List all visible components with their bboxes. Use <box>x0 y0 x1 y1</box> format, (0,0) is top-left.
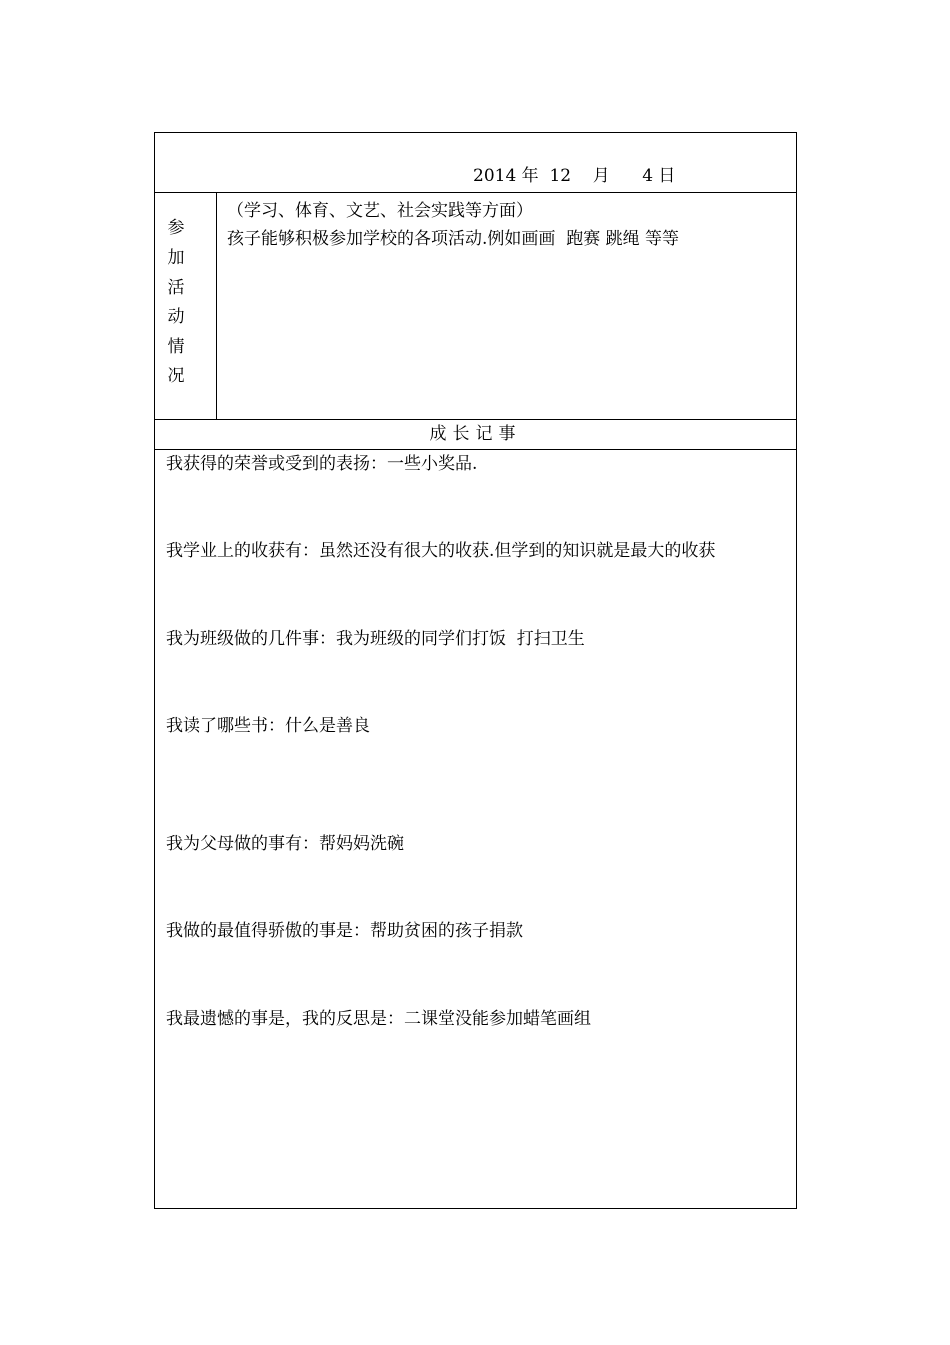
record-help-parents: 我为父母做的事有：帮妈妈洗碗 <box>166 834 404 854</box>
record-books-read: 我读了哪些书：什么是善良 <box>166 716 370 736</box>
activity-row <box>155 193 796 420</box>
date-month-unit: 月 <box>592 166 610 186</box>
record-class-service: 我为班级做的几件事：我为班级的同学们打饭 打扫卫生 <box>166 629 585 649</box>
activity-label-char: 动 <box>167 307 185 327</box>
activity-hint: （学习、体育、文艺、社会实践等方面） <box>227 201 533 221</box>
record-study-gains: 我学业上的收获有：虽然还没有很大的收获.但学到的知识就是最大的收获 <box>166 541 716 561</box>
date-month: 12 <box>549 166 572 186</box>
date-year-unit: 年 <box>521 166 539 186</box>
activity-label-char: 活 <box>167 278 185 298</box>
activity-content-cell <box>227 197 790 253</box>
date-line <box>473 165 675 187</box>
activity-label-char: 情 <box>167 337 185 357</box>
date-row <box>155 133 796 193</box>
activity-content: 孩子能够积极参加学校的各项活动.例如画画 跑赛 跳绳 等等 <box>227 229 680 249</box>
growth-record-form <box>154 132 797 1209</box>
date-day-unit: 日 <box>658 166 676 186</box>
activity-label-char: 况 <box>167 366 185 386</box>
record-honors: 我获得的荣誉或受到的表扬：一些小奖品. <box>166 454 478 474</box>
record-proudest: 我做的最值得骄傲的事是：帮助贫困的孩子捐款 <box>166 921 523 941</box>
growth-heading: 成长记事 <box>429 424 522 444</box>
activity-label-char: 参 <box>167 218 185 238</box>
record-regret-reflection: 我最遗憾的事是，我的反思是：二课堂没能参加蜡笔画组 <box>166 1009 591 1029</box>
activity-label-cell <box>155 193 217 419</box>
date-year: 2014 <box>473 166 517 186</box>
activity-label-char: 加 <box>167 248 185 268</box>
growth-heading-row <box>155 420 796 450</box>
date-day: 4 <box>642 166 654 186</box>
